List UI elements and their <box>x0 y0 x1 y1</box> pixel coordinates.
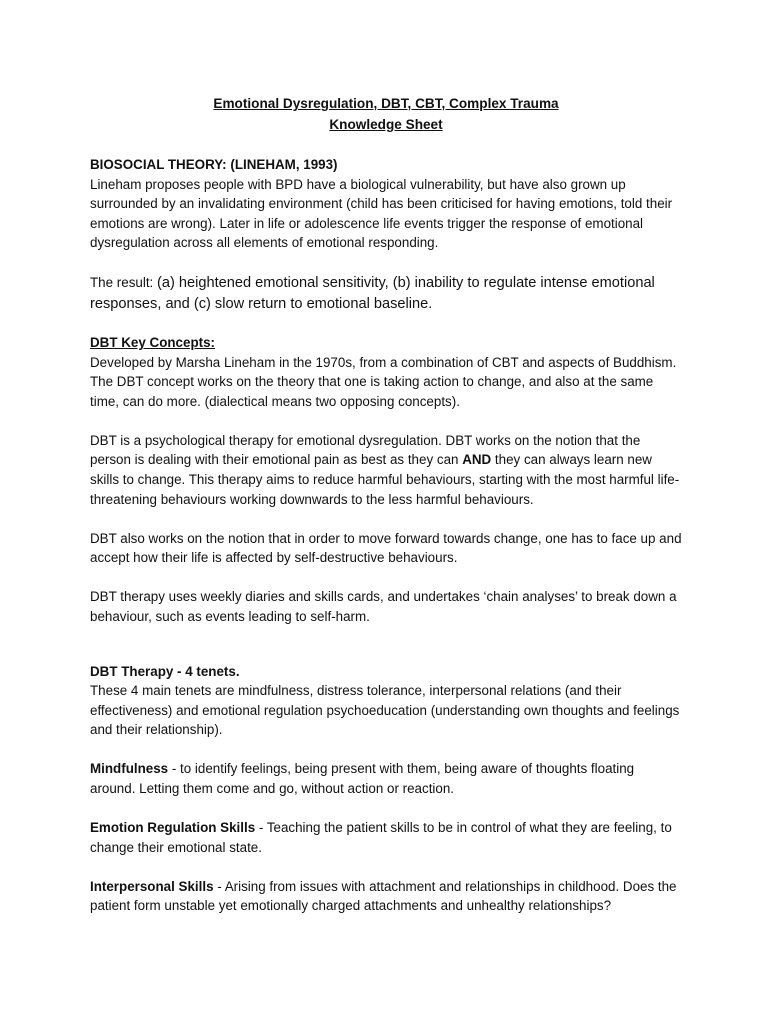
dbt-tenets-heading: DBT Therapy - 4 tenets. <box>90 663 240 679</box>
interpersonal-skills-text: - Arising from issues with attachment and relationships in childhood. Does the patient form unstable yet emotionally charged attachments and unhealthy relationships? <box>90 878 677 914</box>
dbt-concepts-paragraph-3: DBT also works on the notion that in order to move forward towards change, one has to face up and accept how their life is affected by self-destructive behaviours. <box>90 530 682 566</box>
dbt-key-concepts-heading: DBT Key Concepts: <box>90 334 215 350</box>
document-title-line-2: Knowledge Sheet <box>329 116 443 132</box>
para2-before: DBT is a psychological therapy for emotional dysregulation. DBT works on the notion that the person is dealing with their emotional pain as best as they can <box>90 432 641 468</box>
dbt-concepts-paragraph-2 <box>90 431 682 509</box>
mindfulness-text: - to identify feelings, being present with them, being aware of thoughts floating around. Letting them come and go, without action or reaction. <box>90 761 635 797</box>
mindfulness-term: Mindfulness <box>90 761 169 777</box>
para2-emphasis: AND <box>462 452 492 468</box>
biosocial-paragraph: Lineham proposes people with BPD have a biological vulnerability, but have also grown up surrounded by an invalidating environment (child has been criticised for having emotions, told their emotions are wrong). Later in life or adolescence life events trigger the response of emotional dysregulation across all elements of emotional responding. <box>90 176 673 251</box>
emotion-regulation-item <box>90 818 682 857</box>
interpersonal-skills-item <box>90 877 682 916</box>
document-page <box>90 94 682 916</box>
dbt-concepts-paragraph-1: Developed by Marsha Lineham in the 1970s, from a combination of CBT and aspects of Buddhism. The DBT concept works on the theory that one is taking action to change, and also at the same time, can do more. (dialectical means two opposing concepts). <box>90 354 677 409</box>
emotion-regulation-text: - Teaching the patient skills to be in control of what they are feeling, to change their emotional state. <box>90 820 672 855</box>
para2-after: they can always learn new skills to change. This therapy aims to reduce harmful behaviours, starting with the most harmful life-threatening behaviours working downwards to the less harmful behaviours. <box>90 452 680 507</box>
result-text: (a) heightened emotional sensitivity, (b) inability to regulate intense emotional responses, and (c) slow return to emotional baseline. <box>90 274 655 312</box>
result-prefix: The result: <box>90 274 157 290</box>
emotion-regulation-term: Emotion Regulation Skills <box>90 820 256 836</box>
interpersonal-skills-term: Interpersonal Skills <box>90 878 214 894</box>
biosocial-result <box>90 273 682 315</box>
dbt-tenets-paragraph: These 4 main tenets are mindfulness, distress tolerance, interpersonal relations (and their effectiveness) and emotional regulation psychoeducation (understanding own thoughts and feelings and their relationship). <box>90 683 680 738</box>
dbt-concepts-paragraph-4: DBT therapy uses weekly diaries and skills cards, and undertakes ‘chain analyses’ to break down a behaviour, such as events leading to self-harm. <box>90 589 677 624</box>
document-title-line-1: Emotional Dysregulation, DBT, CBT, Complex Trauma <box>213 96 559 111</box>
biosocial-heading: BIOSOCIAL THEORY: (LINEHAM, 1993) <box>90 157 338 172</box>
mindfulness-item <box>90 759 682 798</box>
